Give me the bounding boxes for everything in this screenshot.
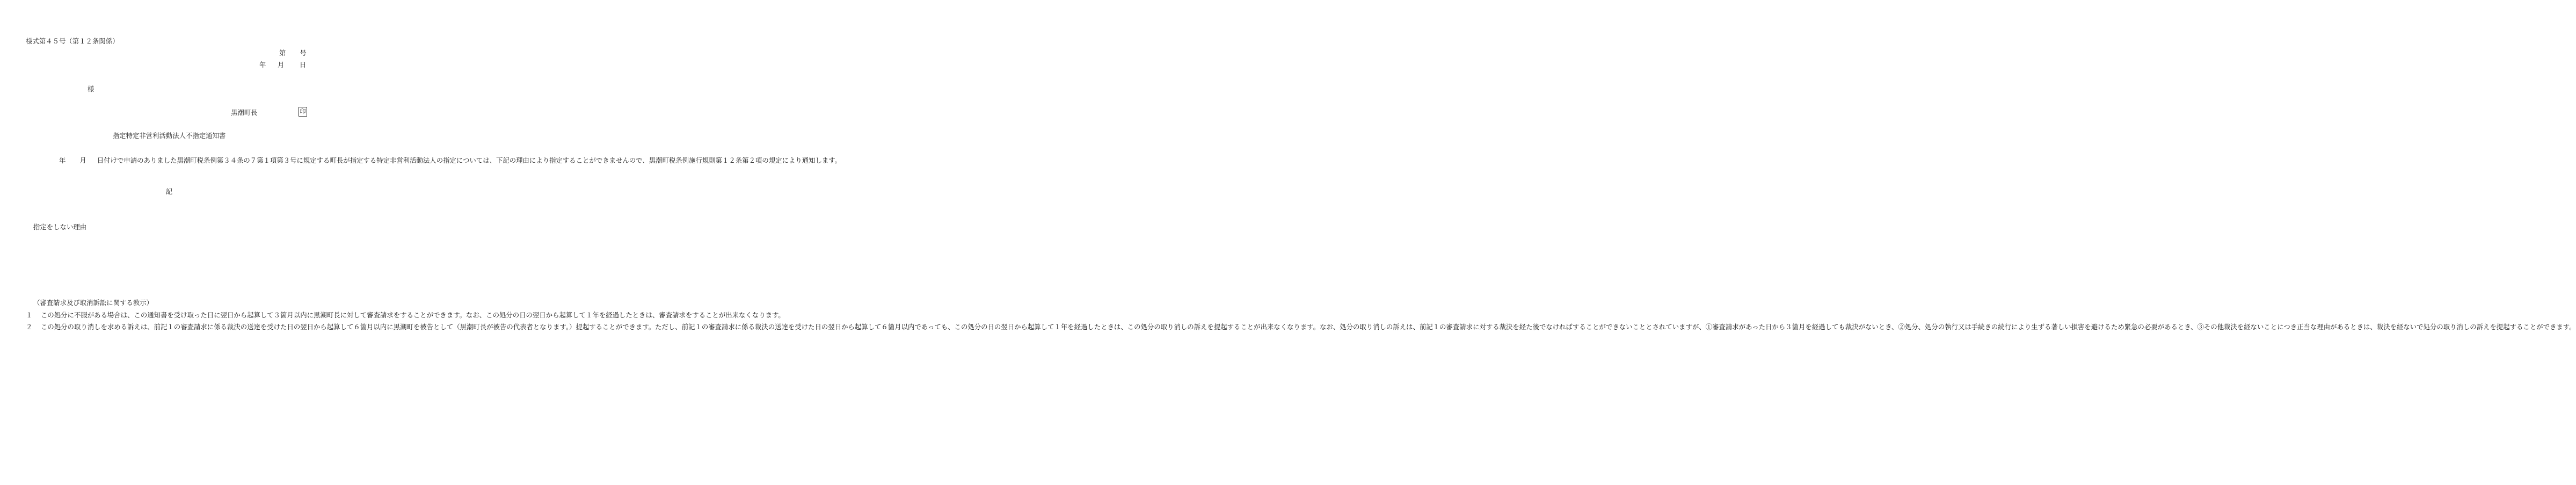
sender-name: 黒潮町長 xyxy=(231,108,258,117)
body-text xyxy=(26,155,842,167)
addressee-sama: 様 xyxy=(88,85,94,93)
appeal-notice xyxy=(26,297,2576,334)
form-number: 様式第４５号（第１２条関係） xyxy=(26,37,119,45)
notice-item-number: １ xyxy=(26,310,33,319)
notice-item-text: この処分の取り消しを求める訴えは、前記１の審査請求に係る裁決の送達を受けた日の翌日から起算して６箇月以内に黒潮町を被告として（黒潮町長が被告の代表者となります。）提起することができます。ただし、前記１の審査請求に係る裁決の送達を受けた日の翌日から起算して６箇月以内であっても、この処分の日の翌日から起算して１年を経過したときは、この処分の取り消しの訴えを提起することが出来なくなります。なお、処分の取り消しの訴えは、前記１の審査請求に対する裁決を経た後でなければすることができないこととされていますが、①審査請求があった日から３箇月を経過しても裁決がないとき、②処分、処分の執行又は手続きの続行により生ずる著しい損害を避けるため緊急の必要があるとき、③その他裁決を経ないことにつき正当な理由があるときは、裁決を経ないで処分の取り消しの訴えを提起することができます。 xyxy=(41,323,2576,331)
notice-item xyxy=(26,309,785,322)
body-main-text: 日付けで申請のありました黒潮町税条例第３４条の７第１項第３号に規定する町長が指定する特定非営利活動法人の指定については、下記の理由により指定することができませんので、黒潮町税条例施行規則第１２条第２項の規定により通知します。 xyxy=(97,156,842,164)
body-year: 年 xyxy=(59,156,66,164)
document-number xyxy=(279,48,307,57)
notice-item xyxy=(26,321,2576,334)
date-year: 年 xyxy=(259,61,266,69)
doc-number-dai: 第 xyxy=(279,49,286,57)
seal-stamp: 印 xyxy=(299,107,307,117)
issue-date xyxy=(259,60,306,69)
body-month: 月 xyxy=(79,156,86,164)
document-title: 指定特定非営利活動法人不指定通知書 xyxy=(112,132,226,140)
notice-heading: （審査請求及び取消訴訟に関する教示） xyxy=(33,299,154,307)
notice-item-number: ２ xyxy=(26,323,33,331)
date-day: 日 xyxy=(300,61,307,69)
reason-label: 指定をしない理由 xyxy=(33,223,87,231)
doc-number-go: 号 xyxy=(300,49,307,57)
body-paragraph xyxy=(26,155,842,167)
notice-item-text: この処分に不服がある場合は、この通知書を受け取った日に翌日から起算して３箇月以内に黒潮町長に対して審査請求をすることができます。なお、この処分の日の翌日から起算して１年を経過したときは、審査請求をすることが出来なくなります。 xyxy=(41,310,785,319)
ki-heading: 記 xyxy=(165,187,173,196)
date-month: 月 xyxy=(278,61,285,69)
